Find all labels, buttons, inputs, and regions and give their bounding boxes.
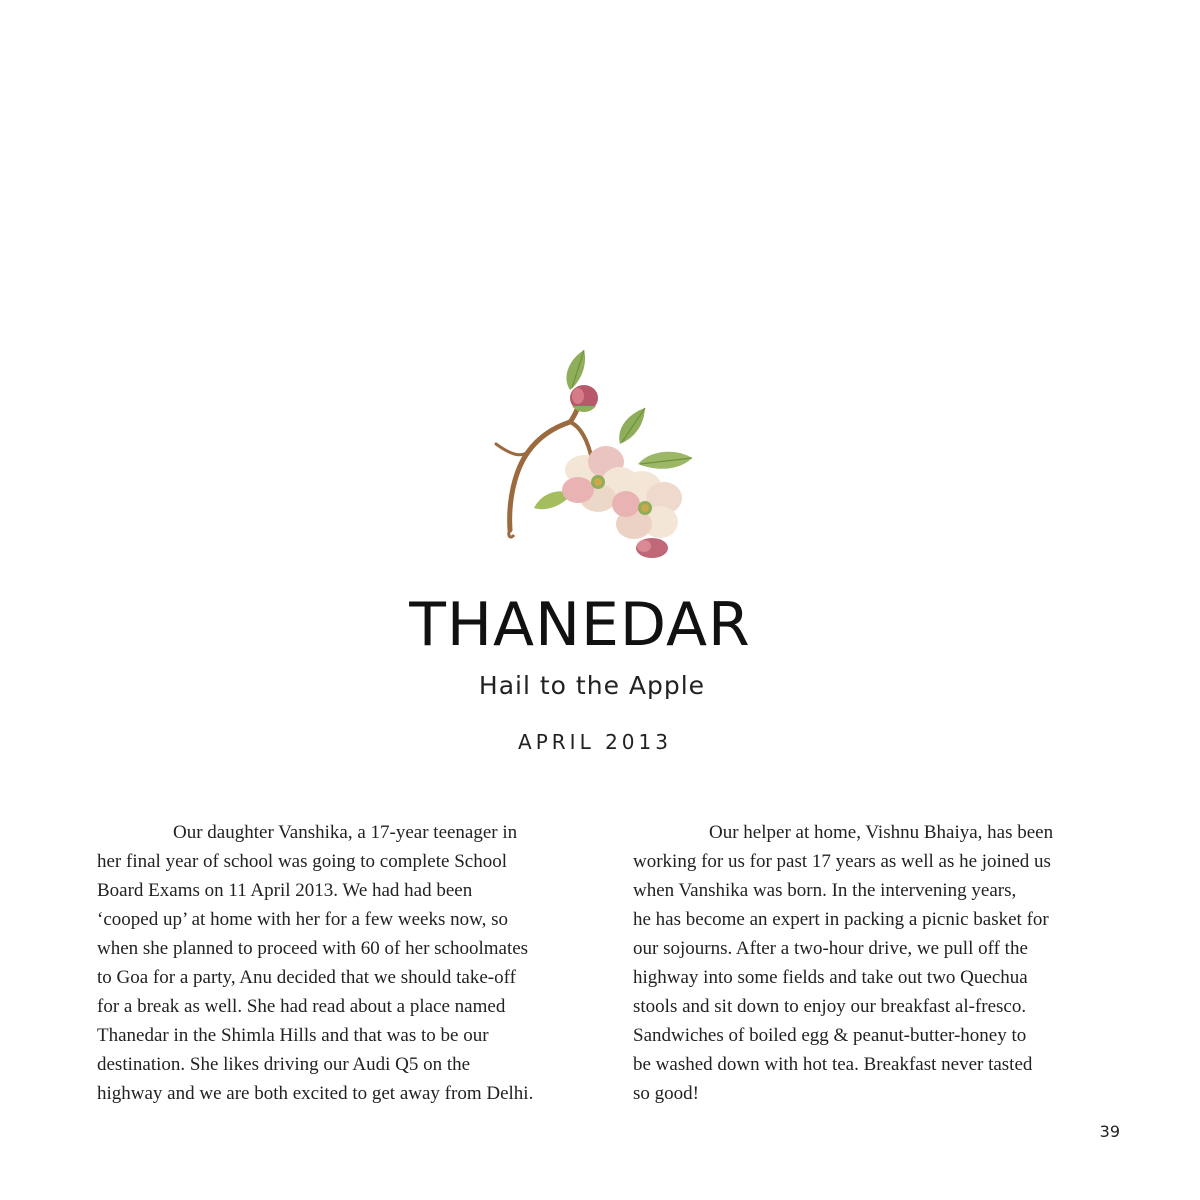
text-line: when Vanshika was born. In the intervening years,	[633, 880, 1017, 901]
right-column-paragraph	[633, 818, 1103, 1108]
text-line: be washed down with hot tea. Breakfast never tasted	[633, 1054, 1033, 1075]
page-subtitle: Hail to the Apple	[478, 671, 706, 700]
text-line: Our daughter Vanshika, a 17-year teenager in	[173, 822, 518, 843]
text-line: Thanedar in the Shimla Hills and that was to be our	[97, 1025, 489, 1046]
date-label: APRIL 2013	[518, 730, 672, 754]
text-line: stools and sit down to enjoy our breakfast al-fresco.	[633, 996, 1027, 1017]
text-line: ‘cooped up’ at home with her for a few weeks now, so	[97, 909, 509, 930]
text-line: highway and we are both excited to get away from Delhi.	[97, 1083, 534, 1104]
text-line: he has become an expert in packing a picnic basket for	[633, 909, 1049, 930]
text-line: when she planned to proceed with 60 of her schoolmates	[97, 938, 529, 959]
text-line: Sandwiches of boiled egg & peanut-butter-honey to	[633, 1025, 1027, 1046]
text-line: her final year of school was going to complete School	[97, 851, 507, 872]
text-line: working for us for past 17 years as well as he joined us	[633, 851, 1051, 872]
text-line: destination. She likes driving our Audi Q5 on the	[97, 1054, 471, 1075]
text-line: Board Exams on 11 April 2013. We had had been	[97, 880, 473, 901]
apple-blossom-icon	[480, 330, 710, 565]
text-line: to Goa for a party, Anu decided that we should take-off	[97, 967, 516, 988]
text-line: Our helper at home, Vishnu Bhaiya, has been	[709, 822, 1054, 843]
text-line: for a break as well. She had read about a place named	[97, 996, 506, 1017]
left-column-paragraph	[97, 818, 577, 1108]
page-title: THANEDAR	[409, 590, 751, 660]
text-line: so good!	[633, 1083, 699, 1104]
page-number: 39	[1099, 1122, 1120, 1141]
text-line: highway into some fields and take out two Quechua	[633, 967, 1028, 988]
text-line: our sojourns. After a two-hour drive, we pull off the	[633, 938, 1028, 959]
